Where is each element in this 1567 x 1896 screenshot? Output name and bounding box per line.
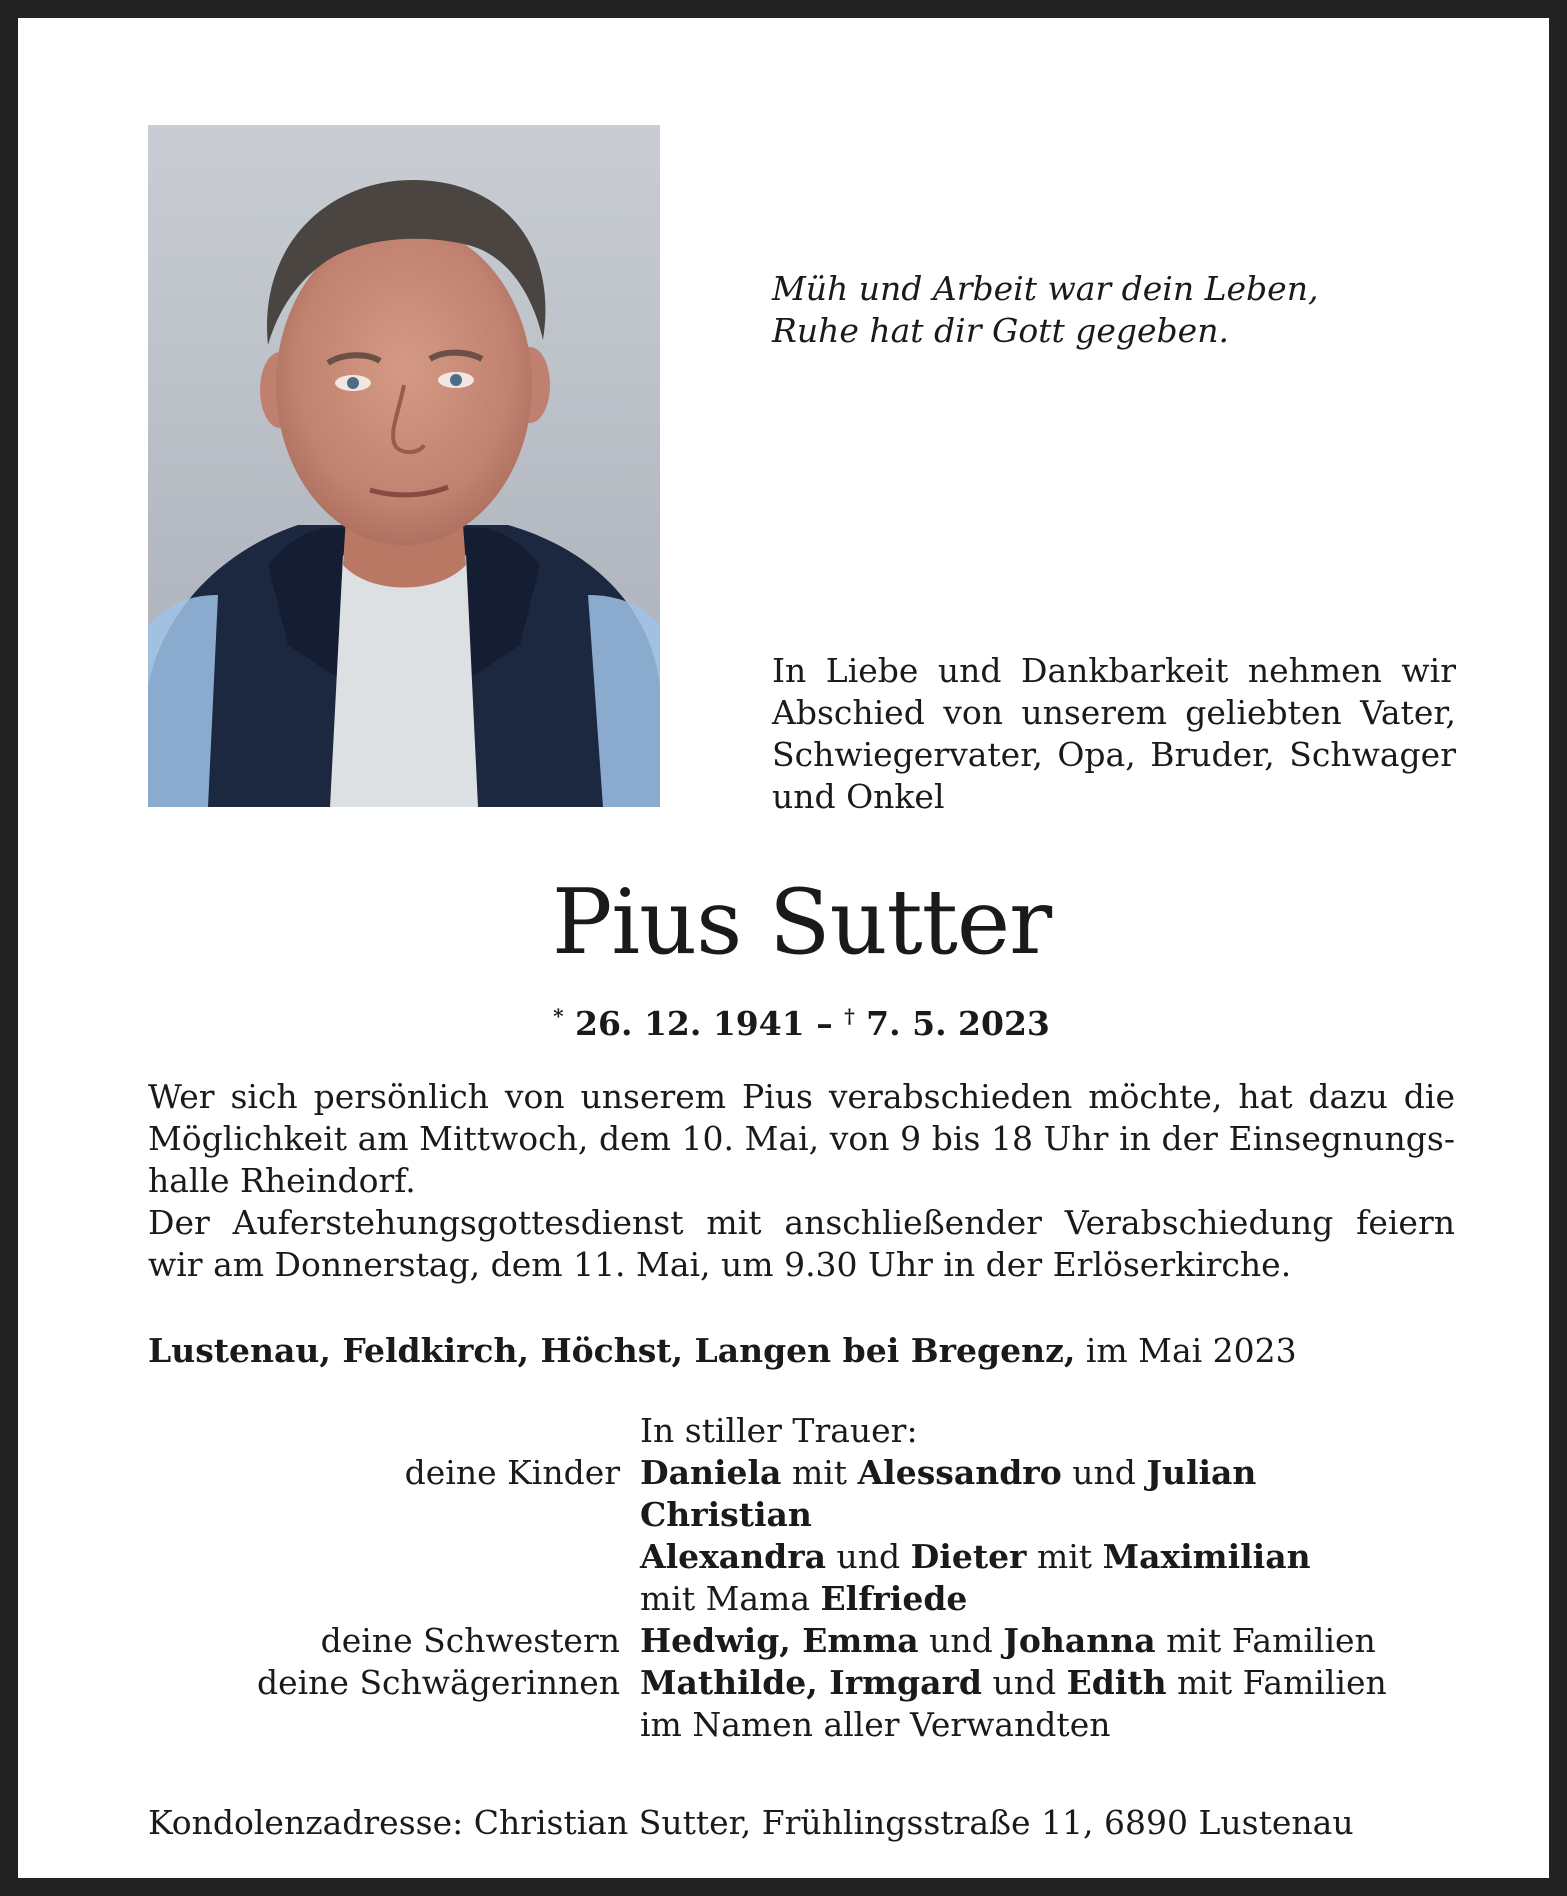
farewell-intro bbox=[772, 650, 1456, 818]
birth-symbol: * bbox=[553, 1004, 564, 1028]
places-towns: Lustenau, Feldkirch, Höchst, Langen bei Bregenz, bbox=[148, 1331, 1076, 1370]
mourner-name: Johanna bbox=[1003, 1621, 1156, 1660]
death-date: 7. 5. 2023 bbox=[866, 1004, 1050, 1043]
intro-line: In Liebe und Dankbarkeit nehmen wir bbox=[772, 651, 1456, 690]
children-row bbox=[148, 1494, 1455, 1536]
portrait-illustration bbox=[148, 125, 660, 807]
intro-line: Schwiegervater, Opa, Bruder, Schwager bbox=[772, 735, 1456, 774]
children-row: Alexandra und Dieter mit Maximilian bbox=[640, 1537, 1311, 1576]
mourner-name: Dieter bbox=[910, 1537, 1027, 1576]
mourner-name: Christian bbox=[640, 1495, 812, 1534]
sisters-in-law-label: deine Schwägerinnen bbox=[256, 1663, 620, 1702]
deceased-name: Pius Sutter bbox=[551, 870, 1052, 975]
sisters-in-law-row: deine Schwägerinnen Mathilde, Irmgard und Edith mit Familien bbox=[148, 1662, 1455, 1704]
verse-line: Ruhe hat dir Gott gegeben. bbox=[772, 311, 1229, 350]
mourners-heading-row bbox=[148, 1410, 1455, 1452]
sisters-row: deine Schwestern Hedwig, Emma und Johanna mit Familien bbox=[148, 1620, 1455, 1662]
children-line: Daniela mit Alessandro und Julian bbox=[640, 1453, 1257, 1492]
mourner-name: Edith bbox=[1066, 1663, 1167, 1702]
sisters-label: deine Schwestern bbox=[320, 1621, 620, 1660]
children-label: deine Kinder bbox=[404, 1453, 620, 1492]
condolence-address: Kondolenzadresse: Christian Sutter, Frühlingsstraße 11, 6890 Lustenau bbox=[148, 1803, 1354, 1842]
service-line: wir am Donnerstag, dem 11. Mai, um 9.30 Uhr in der Erlöserkirche. bbox=[148, 1245, 1292, 1284]
mourner-name: Alexandra bbox=[640, 1537, 827, 1576]
memorial-verse bbox=[772, 268, 1472, 352]
children-row bbox=[148, 1452, 1455, 1494]
birth-date: 26. 12. 1941 bbox=[575, 1004, 805, 1043]
children-row: mit Mama Elfriede bbox=[640, 1579, 968, 1618]
intro-line: Abschied von unserem geliebten Vater, bbox=[772, 693, 1456, 732]
death-symbol: † bbox=[844, 1004, 855, 1028]
intro-line: und Onkel bbox=[772, 777, 945, 816]
service-line: Möglichkeit am Mittwoch, dem 10. Mai, von 9 bis 18 Uhr in der Einsegnungs- bbox=[148, 1119, 1455, 1158]
mourners-list bbox=[148, 1410, 1455, 1746]
life-dates bbox=[18, 994, 1567, 1046]
mourners-heading: In stiller Trauer: bbox=[640, 1411, 918, 1450]
date-dash: – bbox=[816, 1004, 833, 1043]
portrait-photo bbox=[148, 125, 660, 807]
mourner-name: Maximilian bbox=[1102, 1537, 1311, 1576]
service-line: halle Rheindorf. bbox=[148, 1161, 416, 1200]
places-and-date bbox=[148, 1330, 1455, 1372]
verse-line: Müh und Arbeit war dein Leben, bbox=[772, 269, 1319, 308]
service-line: Der Auferstehungsgottesdienst mit anschließender Verabschiedung feiern bbox=[148, 1203, 1455, 1242]
mourner-name: Julian bbox=[1146, 1453, 1257, 1492]
relatives-line: im Namen aller Verwandten bbox=[640, 1705, 1111, 1744]
mourner-name: Elfriede bbox=[820, 1579, 968, 1618]
service-line: Wer sich persönlich von unserem Pius verabschieden möchte, hat dazu die bbox=[148, 1077, 1455, 1116]
places-date: im Mai 2023 bbox=[1085, 1331, 1297, 1370]
mourner-name: Hedwig, Emma bbox=[640, 1621, 919, 1660]
mourner-name: Mathilde, Irmgard bbox=[640, 1663, 982, 1702]
relatives-row bbox=[148, 1704, 1455, 1746]
service-details bbox=[148, 1076, 1455, 1286]
mourner-name: Daniela bbox=[640, 1453, 782, 1492]
mourner-name: Alessandro bbox=[857, 1453, 1062, 1492]
